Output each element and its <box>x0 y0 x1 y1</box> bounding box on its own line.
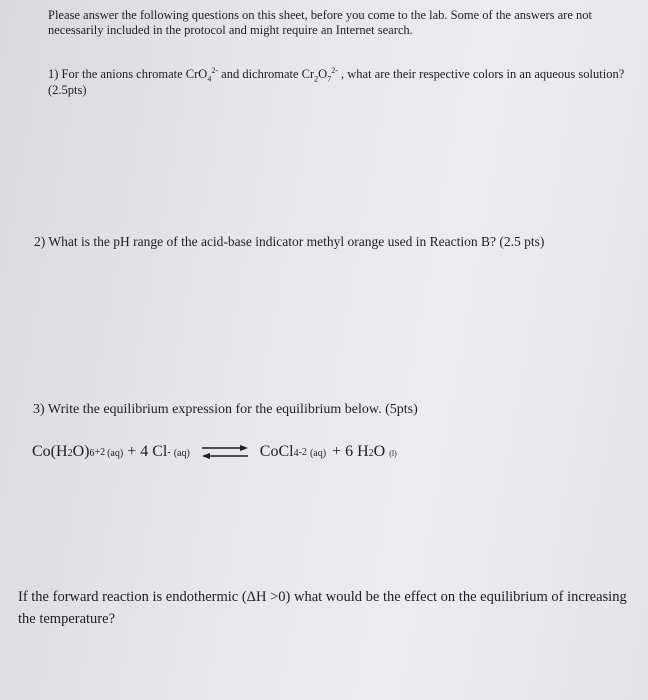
reactant-1-tail: O) <box>72 443 90 460</box>
dichromate-cr-subscript: 2 <box>314 74 319 84</box>
product-2-tail: O <box>373 443 386 460</box>
dichromate-o-subscript: 7 <box>327 74 332 84</box>
q1-prefix: 1) For the anions chromate CrO <box>48 67 208 81</box>
chromate-charge: 2- <box>211 65 219 75</box>
intro-instructions: Please answer the following questions on this sheet, before you come to the lab. Some of the answers are not necessarily included in the protocol and might require an Internet search. <box>48 8 592 37</box>
dichromate-o: O <box>318 67 328 81</box>
question-1 <box>48 66 638 98</box>
question-4: If the forward reaction is endothermic (ΔH >0) what would be the effect on the equilibrium of increasing the temperature? <box>18 589 627 627</box>
question-2: 2) What is the pH range of the acid-base indicator methyl orange used in Reaction B? (2.5 pts) <box>34 234 545 249</box>
question-3: 3) Write the equilibrium expression for the equilibrium below. (5pts) <box>33 402 418 417</box>
equilibrium-equation: Co(H 2 O) 6 $^{+2}$ (aq) + 4 Cl - (aq) CoCl 4 $^{-2}$ (aq) + 6 H 2 O (l) <box>32 443 397 460</box>
q1-suffix: , what are their respective colors in an aqueous solution? (2.5pts) <box>48 67 625 97</box>
q1-mid: and dichromate Cr <box>218 67 315 81</box>
product-1: CoCl <box>259 443 294 460</box>
chromate-subscript: 4 <box>207 74 212 84</box>
equilibrium-arrows-icon <box>200 442 250 462</box>
reactant-2: + 4 Cl <box>127 443 168 460</box>
dichromate-charge: 2- <box>331 65 338 75</box>
product-2: + 6 H <box>332 443 369 460</box>
reactant-1: Co(H <box>32 443 68 460</box>
